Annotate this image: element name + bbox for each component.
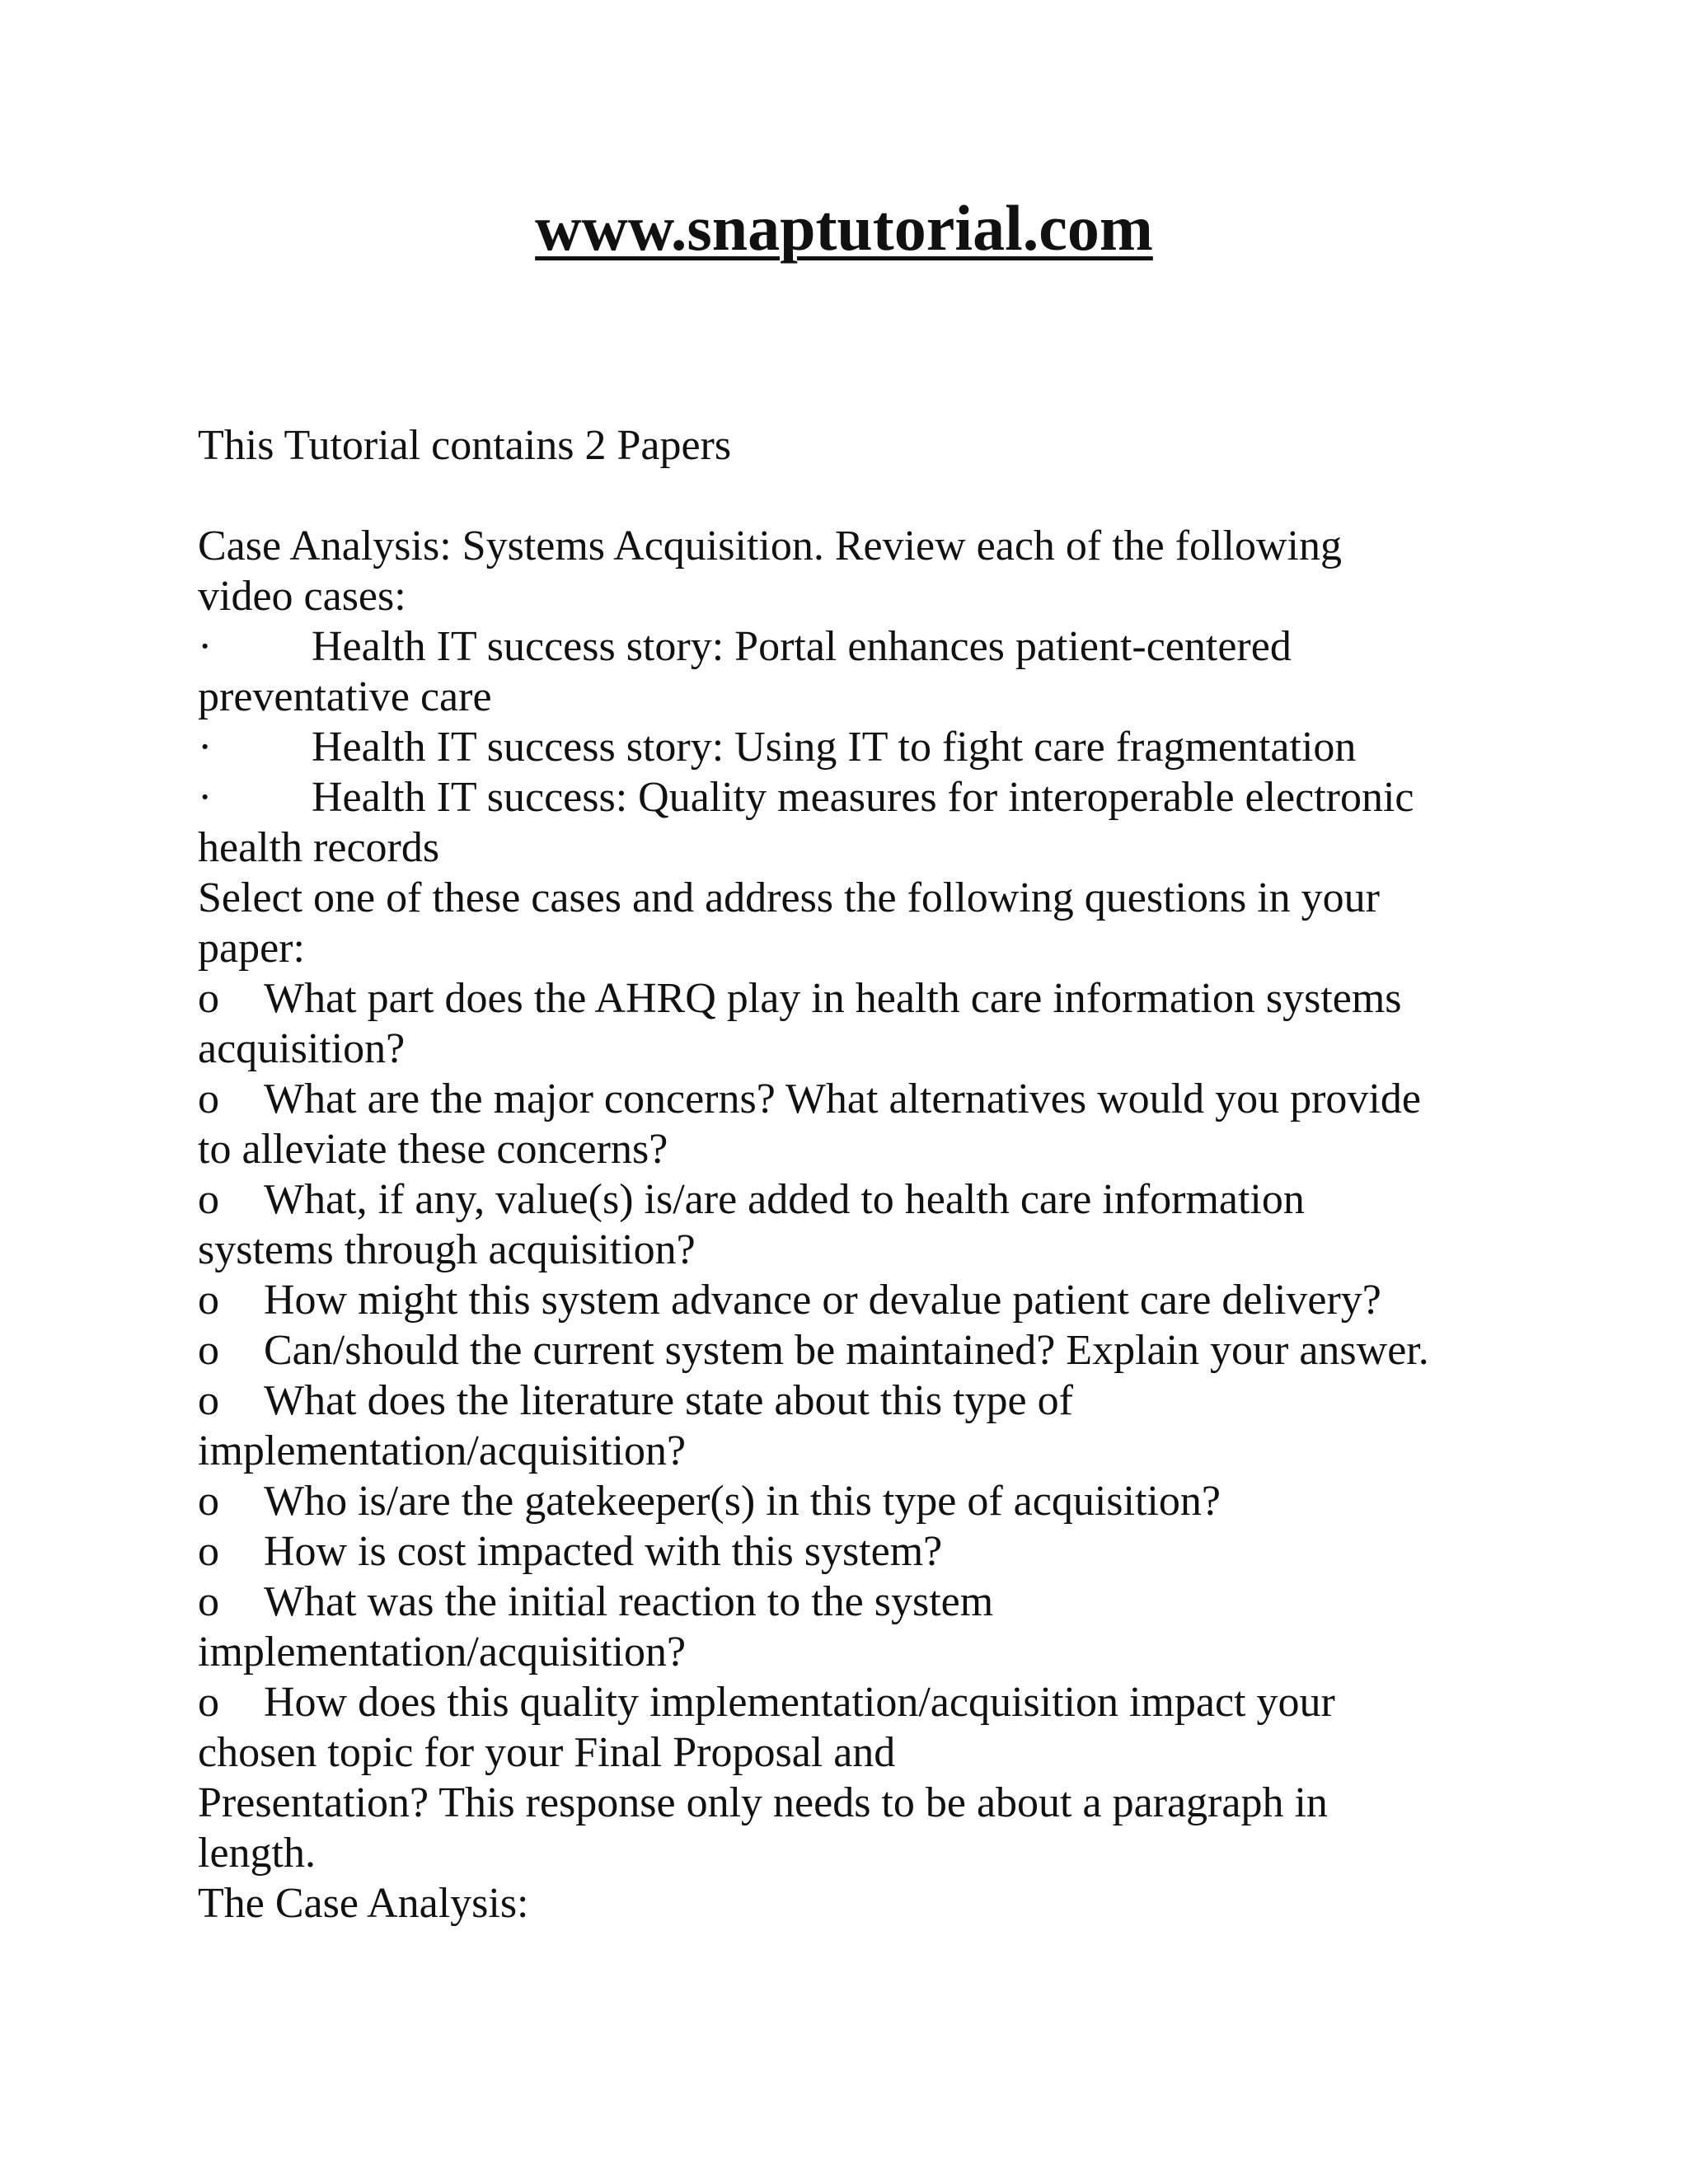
video-case-item-2 <box>198 722 1484 772</box>
question-item-1 <box>198 973 1484 1024</box>
question-item-5 <box>198 1325 1484 1376</box>
video-case-item-3-continued: health records <box>198 824 440 871</box>
video-case-text: Health IT success story: Portal enhances patient-centered <box>312 623 1292 670</box>
question-item-10 <box>198 1677 1484 1727</box>
question-item-3 <box>198 1174 1484 1225</box>
bullet-marker: · <box>198 623 213 670</box>
paragraph-gap <box>198 471 1484 521</box>
question-marker: o <box>198 1176 219 1223</box>
question-marker: o <box>198 1327 219 1374</box>
bullet-marker: · <box>198 724 213 771</box>
video-case-text: Health IT success: Quality measures for interoperable electronic <box>312 774 1414 821</box>
question-item-9 <box>198 1577 1484 1627</box>
question-text: What part does the AHRQ play in health care information systems <box>264 975 1402 1022</box>
case-analysis-line-1: Case Analysis: Systems Acquisition. Review each of the following <box>198 523 1342 569</box>
question-item-10-continued-2: Presentation? This response only needs to be about a paragraph in <box>198 1779 1328 1826</box>
question-text: What, if any, value(s) is/are added to health care information <box>264 1176 1305 1223</box>
question-item-2 <box>198 1074 1484 1124</box>
question-text: Can/should the current system be maintained? Explain your answer. <box>264 1327 1429 1374</box>
video-case-text: Health IT success story: Using IT to fight care fragmentation <box>312 724 1357 771</box>
question-item-10-continued-1: chosen topic for your Final Proposal and <box>198 1729 896 1776</box>
question-marker: o <box>198 1578 219 1625</box>
question-item-1-continued: acquisition? <box>198 1025 406 1072</box>
question-text: How is cost impacted with this system? <box>264 1528 943 1575</box>
question-text: What are the major concerns? What alternatives would you provide <box>264 1076 1421 1122</box>
case-analysis-line-2: video cases: <box>198 573 406 620</box>
question-marker: o <box>198 1679 219 1726</box>
video-case-item-1-continued: preventative care <box>198 673 492 720</box>
question-text: What does the literature state about this type of <box>264 1377 1073 1424</box>
question-item-7 <box>198 1476 1484 1526</box>
question-marker: o <box>198 1277 219 1324</box>
video-case-item-1 <box>198 621 1484 672</box>
question-item-6 <box>198 1376 1484 1426</box>
question-marker: o <box>198 1377 219 1424</box>
question-item-2-continued: to alleviate these concerns? <box>198 1126 668 1173</box>
select-instruction-line-1: Select one of these cases and address the following questions in your <box>198 874 1380 921</box>
question-text: How might this system advance or devalue patient care delivery? <box>264 1277 1381 1324</box>
question-marker: o <box>198 1076 219 1122</box>
question-item-10-continued-3: length. <box>198 1830 316 1877</box>
bullet-marker: · <box>198 774 213 821</box>
document-body <box>198 420 1484 1929</box>
question-item-8 <box>198 1526 1484 1577</box>
question-item-9-continued: implementation/acquisition? <box>198 1629 687 1675</box>
question-text: Who is/are the gatekeeper(s) in this type of acquisition? <box>264 1478 1221 1525</box>
question-marker: o <box>198 1528 219 1575</box>
question-item-6-continued: implementation/acquisition? <box>198 1427 687 1474</box>
site-title-link[interactable]: www.snaptutorial.com <box>535 192 1153 264</box>
select-instruction-line-2: paper: <box>198 925 305 972</box>
question-marker: o <box>198 975 219 1022</box>
question-text: What was the initial reaction to the system <box>264 1578 994 1625</box>
question-item-3-continued: systems through acquisition? <box>198 1226 696 1273</box>
question-item-4 <box>198 1275 1484 1325</box>
question-text: How does this quality implementation/acquisition impact your <box>264 1679 1335 1726</box>
closing-heading: The Case Analysis: <box>198 1880 529 1927</box>
intro-text: This Tutorial contains 2 Papers <box>198 422 732 469</box>
video-case-item-3 <box>198 772 1484 823</box>
question-marker: o <box>198 1478 219 1525</box>
